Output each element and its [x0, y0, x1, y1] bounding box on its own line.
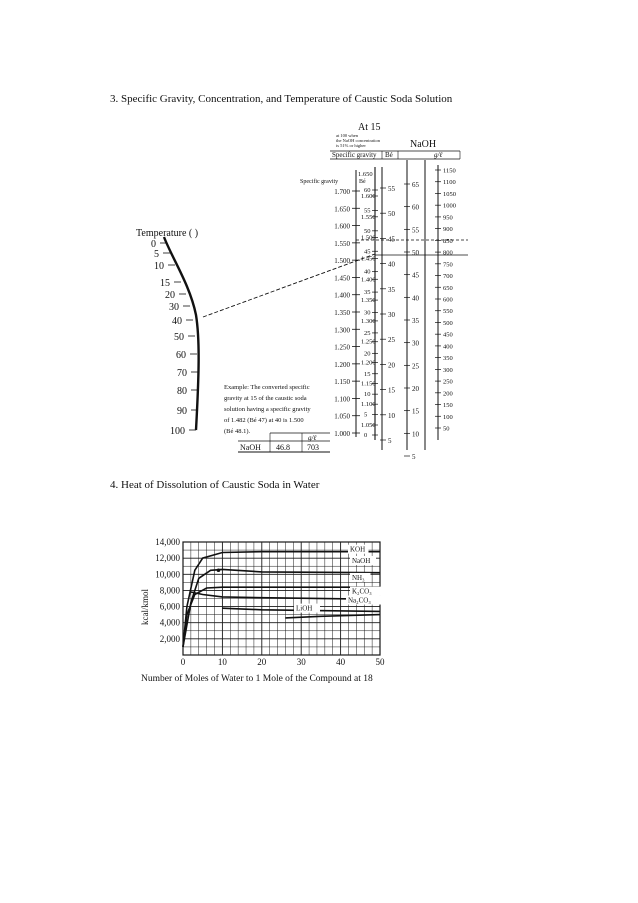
- be-outer-tick-label: 55: [388, 185, 395, 193]
- concentration-tick-label: 10: [412, 430, 419, 439]
- be-outer-tick-label: 35: [388, 285, 395, 294]
- temperature-tick-label: 90: [177, 406, 187, 417]
- temperature-tick-label: 50: [174, 332, 184, 343]
- gl-tick-label: 950: [443, 214, 453, 222]
- y-tick-label: 12,000: [155, 553, 180, 564]
- x-tick-label: 10: [217, 657, 227, 667]
- note-line-2: the NaOH concentration: [336, 138, 380, 143]
- concentration-tick-label: 25: [412, 362, 419, 371]
- example-line-3: solution having a specific gravity: [224, 406, 311, 413]
- sg-tick-label: 1.100: [334, 395, 350, 404]
- gl-tick-label: 350: [443, 355, 453, 363]
- be-inner-tick-label: 55: [364, 207, 371, 215]
- be-inner-tick-label: 45: [364, 248, 371, 256]
- gl-tick-label: 1050: [443, 190, 456, 198]
- concentration-tick-label: 50: [412, 249, 419, 257]
- sg-inner-tick-label: 1.600: [361, 193, 376, 200]
- gl-tick-label: 650: [443, 284, 453, 292]
- concentration-tick-label: 35: [412, 317, 419, 325]
- concentration-tick-label: 20: [412, 385, 419, 393]
- sg-tick-label: 1.600: [334, 222, 350, 231]
- gl-tick-label: 150: [443, 402, 453, 410]
- be-outer-tick-label: 50: [388, 210, 395, 219]
- be-inner-tick-label: 15: [364, 370, 371, 378]
- series-label: NaOH: [352, 556, 371, 565]
- concentration-tick-label: 55: [412, 226, 419, 235]
- example-table-percent: 46.8: [276, 443, 290, 452]
- gl-tick-label: 200: [443, 390, 453, 398]
- be-outer-tick-label: 5: [388, 437, 392, 445]
- series-marker: [217, 568, 221, 572]
- gl-tick-label: 450: [443, 331, 453, 339]
- naoh-header: NaOH: [410, 139, 437, 150]
- section-4-heading: 4. Heat of Dissolution of Caustic Soda in Water: [110, 479, 320, 491]
- sg-tick-label: 1.150: [334, 378, 350, 387]
- sg-tick-label: 1.200: [334, 360, 350, 369]
- example-table-label: NaOH: [240, 443, 261, 452]
- gl-tick-label: 750: [443, 261, 453, 269]
- be-outer-tick-label: 15: [388, 386, 395, 395]
- note-line-3: is 51% or higher: [336, 143, 366, 148]
- be-inner-tick-label: 5: [364, 411, 368, 419]
- gl-tick-label: 1000: [443, 202, 456, 210]
- concentration-tick-label: 40: [412, 294, 419, 303]
- be-inner-tick-label: 0: [364, 432, 368, 439]
- be-outer-tick-label: 25: [388, 336, 395, 345]
- sg-inner-tick-label: 1.400: [361, 276, 376, 284]
- series-label: K₂CO₃: [352, 587, 372, 596]
- temperature-tick-label: 70: [177, 368, 187, 379]
- y-tick-label: 10,000: [155, 569, 180, 580]
- temperature-tick-label: 30: [169, 302, 179, 313]
- temperature-tick-label: 60: [176, 350, 186, 361]
- temperature-tick-label: 10: [154, 261, 164, 272]
- sg-tick-label: 1.300: [334, 326, 350, 335]
- gl-tick-label: 500: [443, 319, 453, 327]
- x-tick-label: 0: [180, 657, 186, 667]
- example-line-4: of 1.482 (Bé 47) at 40 is 1.500: [224, 417, 304, 424]
- sg-tick-label: 1.350: [334, 309, 350, 317]
- sg-inner-tick-label: 1.250: [361, 338, 376, 346]
- x-tick-label: 20: [257, 657, 267, 667]
- sg-tick-label: 1.450: [334, 274, 350, 283]
- gl-tick-label: 600: [443, 296, 453, 304]
- be-inner-tick-label: 25: [364, 329, 371, 337]
- temperature-tick-label: 40: [172, 316, 182, 327]
- series-label: LiOH: [296, 604, 313, 613]
- inner-sg-label: Specific gravity: [300, 179, 339, 185]
- sg-inner-tick-label: 1.500: [361, 234, 376, 242]
- sg-tick-label: 1.000: [334, 430, 350, 438]
- section-3-heading: 3. Specific Gravity, Concentration, and Temperature of Caustic Soda Solution: [110, 93, 453, 105]
- example-line-2: gravity at 15 of the caustic soda: [224, 395, 307, 402]
- temperature-tick-label: 80: [177, 386, 187, 397]
- sg-tick-label: 1.050: [334, 412, 350, 421]
- series-label: Na₂CO₃: [348, 596, 371, 605]
- x-tick-label: 40: [336, 657, 346, 667]
- be-outer-tick-label: 45: [388, 235, 395, 244]
- sg-inner-tick-label: 1.300: [361, 317, 376, 325]
- sg-tick-label: 1.400: [334, 291, 350, 300]
- gl-tick-label: 400: [443, 343, 453, 351]
- y-tick-label: 14,000: [155, 537, 180, 547]
- chart-xlabel: Number of Moles of Water to 1 Mole of the Compound at 18: [141, 674, 373, 684]
- gl-tick-label: 900: [443, 226, 453, 234]
- temperature-tick-label: 15: [160, 278, 170, 289]
- temperature-tick-label: 5: [154, 249, 159, 260]
- be-inner-tick-label: 40: [364, 268, 371, 276]
- gl-tick-label: 50: [443, 425, 450, 433]
- series-label: KOH: [350, 545, 366, 554]
- sg-tick-label: 1.700: [334, 188, 350, 196]
- be-inner-tick-label: 10: [364, 391, 371, 399]
- example-table-gl: 703: [307, 443, 319, 452]
- concentration-tick-label: 5: [412, 453, 416, 461]
- y-tick-label: 6,000: [159, 601, 180, 612]
- chart-ylabel: kcal/kmol: [140, 589, 150, 625]
- example-line-1: Example: The converted specific: [224, 384, 310, 391]
- y-tick-label: 4,000: [159, 617, 180, 628]
- temperature-tick-label: 0: [151, 239, 156, 250]
- y-tick-label: 8,000: [159, 585, 180, 596]
- x-tick-label: 30: [296, 657, 306, 667]
- sg-inner-top: 1.650: [358, 171, 373, 178]
- temperature-tick-label: 20: [165, 290, 175, 301]
- concentration-tick-label: 15: [412, 407, 419, 416]
- sg-tick-label: 1.550: [334, 239, 350, 248]
- column-gl: g/ℓ: [434, 151, 443, 159]
- y-tick-label: 2,000: [159, 633, 180, 644]
- be-inner-tick-label: 35: [364, 289, 371, 297]
- inner-be-label: Bé: [359, 179, 366, 185]
- sg-tick-label: 1.250: [334, 343, 350, 352]
- sg-inner-tick-label: 1.200: [361, 359, 376, 367]
- temperature-tick-label: 100: [170, 426, 185, 437]
- gl-tick-label: 850: [443, 237, 453, 245]
- temperature-label: Temperature ( ): [136, 228, 199, 239]
- sg-inner-tick-label: 1.100: [361, 401, 376, 409]
- sg-inner-tick-label: 1.350: [361, 297, 376, 305]
- gl-tick-label: 550: [443, 308, 453, 316]
- be-outer-tick-label: 20: [388, 361, 395, 370]
- be-outer-tick-label: 40: [388, 260, 395, 269]
- sg-inner-tick-label: 1.450: [361, 255, 376, 263]
- be-outer-tick-label: 30: [388, 311, 395, 319]
- be-inner-tick-label: 50: [364, 227, 371, 235]
- gl-tick-label: 300: [443, 366, 453, 374]
- column-be: Bé: [385, 151, 393, 159]
- at-temperature-label: At 15: [358, 122, 381, 133]
- gl-tick-label: 1150: [443, 167, 456, 175]
- concentration-tick-label: 30: [412, 339, 419, 348]
- chart-series: [183, 545, 383, 647]
- x-tick-label: 50: [375, 657, 385, 667]
- sg-inner-tick-label: 1.550: [361, 213, 376, 221]
- series-label: NH₃: [352, 573, 365, 582]
- sg-inner-tick-label: 1.150: [361, 380, 376, 388]
- sg-tick-label: 1.650: [334, 205, 350, 214]
- be-inner-tick-label: 30: [364, 309, 371, 317]
- concentration-tick-label: 65: [412, 181, 419, 189]
- gl-tick-label: 1100: [443, 179, 456, 187]
- be-outer-tick-label: 10: [388, 411, 395, 420]
- be-inner-tick-label: 20: [364, 350, 371, 358]
- sg-tick-label: 1.500: [334, 257, 350, 266]
- concentration-tick-label: 45: [412, 271, 419, 280]
- example-line-5: (Bé 48.1).: [224, 428, 251, 435]
- column-specific-gravity: Specific gravity: [332, 151, 377, 159]
- concentration-tick-label: 60: [412, 203, 419, 212]
- gl-tick-label: 100: [443, 413, 453, 421]
- gl-tick-label: 250: [443, 378, 453, 386]
- gl-tick-label: 800: [443, 249, 453, 257]
- gl-tick-label: 700: [443, 273, 453, 281]
- note-line-1: at 100 when: [336, 133, 358, 138]
- example-table-gl-header: g/ℓ: [308, 434, 317, 442]
- be-inner-tick-label: 60: [364, 187, 371, 194]
- sg-inner-tick-label: 1.050: [361, 422, 376, 429]
